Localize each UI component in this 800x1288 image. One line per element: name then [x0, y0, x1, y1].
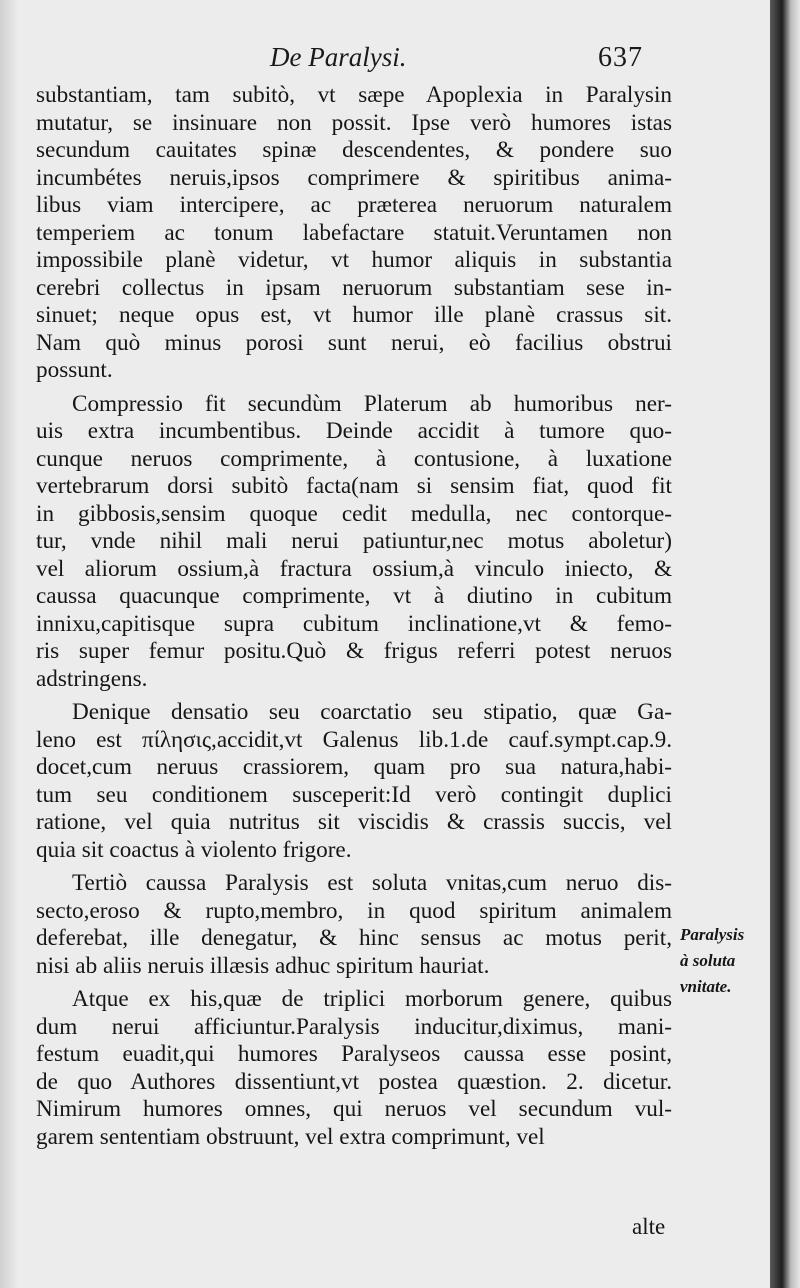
marginal-note-line: vnitate. — [680, 977, 732, 996]
text-line: secundum cauitates spinæ descendentes, & pondere suo — [36, 137, 672, 163]
text-line: adstringens. — [36, 665, 148, 692]
paragraph — [36, 391, 672, 694]
text-line: possunt. — [36, 357, 113, 383]
paragraph — [36, 82, 672, 385]
paragraph — [36, 870, 672, 980]
text-line: Nam quò minus porosi sunt nerui, eò facilius obstrui — [36, 329, 672, 356]
marginal-note — [680, 922, 768, 1000]
text-line: mutatur, se insinuare non possit. Ipse verò humores istas — [36, 109, 672, 136]
text-line: tur, vnde nihil mali nerui patiuntur,nec motus aboletur) — [36, 528, 672, 554]
text-line: cunque neruos comprimente, à contusione, à luxatione — [36, 445, 672, 472]
text-line: leno est πίλησις,accidit,vt Galenus lib.1.de cauf.sympt.cap.9. — [36, 726, 672, 753]
text-line: Nimirum humores omnes, qui neruos vel secundum vul- — [36, 1096, 672, 1122]
text-line: secto,eroso & rupto,membro, in quod spiritum animalem — [36, 897, 672, 924]
catchword: alte — [632, 1214, 666, 1239]
marginal-note-line: à soluta — [680, 951, 736, 970]
text-line: sinuet; neque opus est, vt humor ille planè crassus sit. — [36, 302, 672, 328]
text-line: festum euadit,qui humores Paralyseos caussa esse posint, — [36, 1041, 672, 1067]
text-line: libus viam intercipere, ac præterea neruorum naturalem — [36, 192, 672, 218]
text-line: tum seu conditionem susceperit:Id verò contingit duplici — [36, 781, 672, 808]
text-line: Compressio fit secundùm Platerum ab humoribus ner- — [72, 390, 672, 417]
text-line: nisi ab aliis neruis illæsis adhuc spiritum hauriat. — [36, 952, 490, 979]
text-line: Atque ex his,quæ de triplici morborum genere, quibus — [72, 986, 672, 1012]
body-text — [36, 82, 672, 1151]
text-line: Tertiò caussa Paralysis est soluta vnitas,cum neruo dis- — [72, 870, 672, 896]
text-line: substantiam, tam subitò, vt sæpe Apoplexia in Paralysin — [36, 82, 672, 108]
text-line: caussa quacunque comprimente, vt à diutino in cubitum — [36, 583, 672, 609]
text-line: in gibbosis,sensim quoque cedit medulla, nec contorque- — [36, 500, 672, 527]
paragraph — [36, 986, 672, 1151]
marginal-note-line: Paralysis — [680, 925, 745, 944]
text-line: vel aliorum ossium,à fractura ossium,à vinculo iniecto, & — [36, 555, 672, 582]
text-line: uis extra incumbentibus. Deinde accidit à tumore quo- — [36, 418, 672, 444]
text-line: quia sit coactus à violento frigore. — [36, 836, 352, 863]
text-line: cerebri collectus in ipsam neruorum substantiam sese in- — [36, 274, 672, 301]
text-line: incumbétes neruis,ipsos comprimere & spiritibus anima- — [36, 164, 672, 191]
paragraph — [36, 699, 672, 864]
text-line: temperiem ac tonum labefactare statuit.Veruntamen non — [36, 219, 672, 246]
text-line: Denique densatio seu coarctatio seu stipatio, quæ Ga- — [72, 699, 672, 725]
text-line: de quo Authores dissentiunt,vt postea quæstion. 2. dicetur. — [36, 1068, 672, 1095]
text-line: garem sententiam obstruunt, vel extra comprimunt, vel — [36, 1123, 545, 1150]
text-line: ratione, vel quia nutritus sit viscidis & crassis succis, vel — [36, 809, 672, 835]
page-number: 637 — [598, 42, 643, 73]
text-line: docet,cum neruus crassiorem, quam pro sua natura,habi- — [36, 754, 672, 780]
text-line: deferebat, ille denegatur, & hinc sensus ac motus perit, — [36, 925, 672, 951]
text-line: dum nerui afficiuntur.Paralysis inducitur,diximus, mani- — [36, 1013, 672, 1040]
text-line: vertebrarum dorsi subitò facta(nam si sensim fiat, quod fit — [36, 473, 672, 499]
running-head: De Paralysi. — [270, 42, 407, 72]
text-line: impossibile planè videtur, vt humor aliquis in substantia — [36, 247, 672, 273]
text-line: innixu,capitisque supra cubitum inclinatione,vt & femo- — [36, 610, 672, 637]
page-gutter-shadow — [0, 0, 18, 1288]
book-edge — [770, 0, 800, 1288]
text-line: ris super femur positu.Quò & frigus referri potest neruos — [36, 638, 672, 664]
